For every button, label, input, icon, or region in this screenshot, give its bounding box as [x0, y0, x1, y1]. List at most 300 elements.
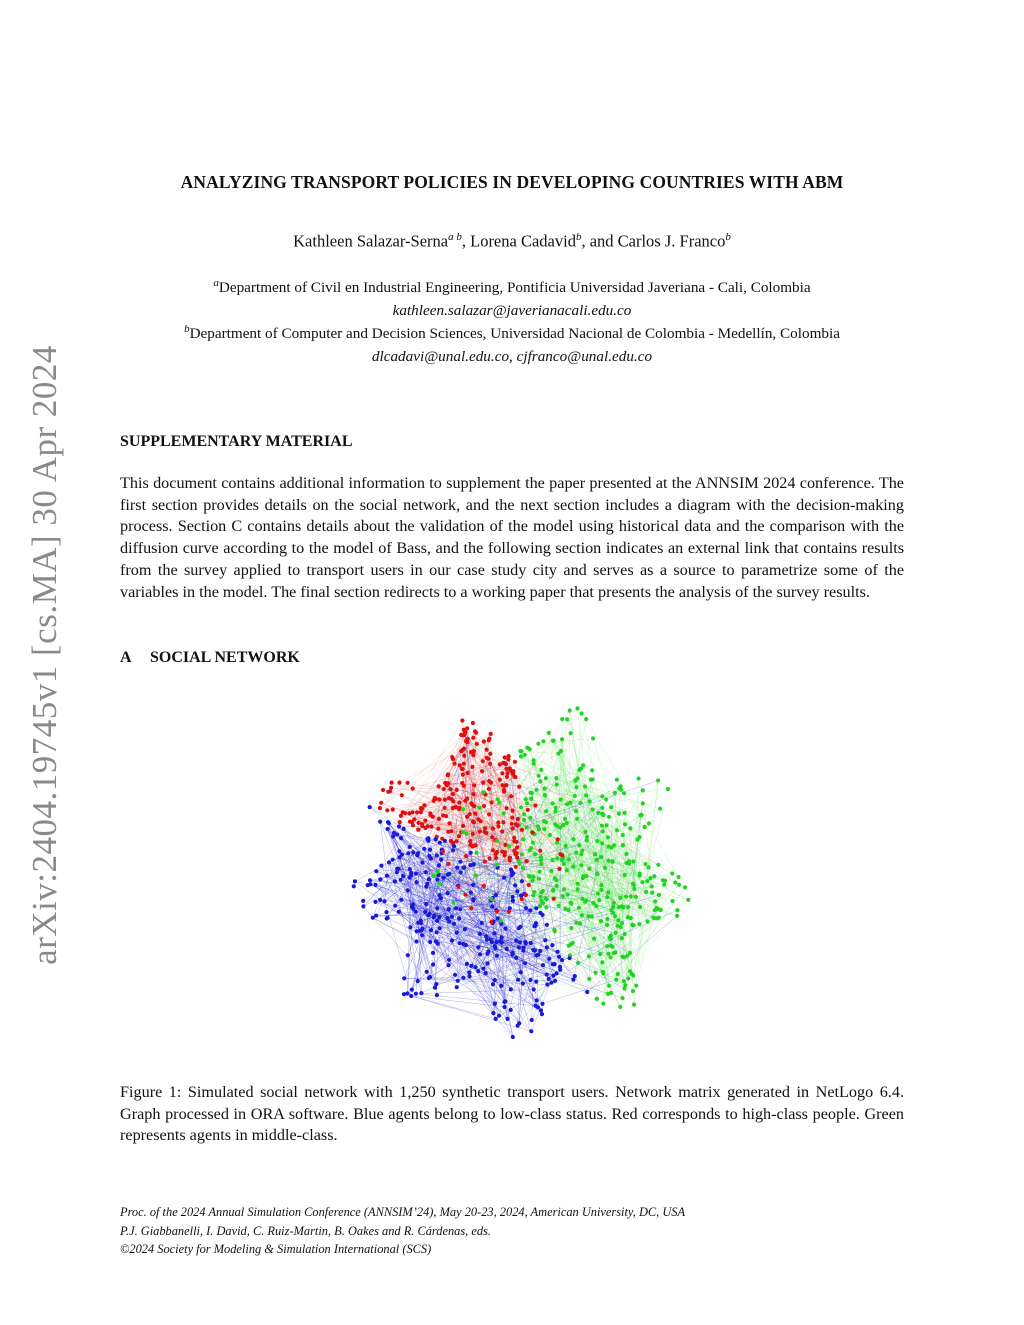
network-node	[373, 900, 377, 904]
network-node	[551, 739, 555, 743]
network-node	[534, 921, 538, 925]
network-node	[438, 841, 442, 845]
network-node	[488, 762, 492, 766]
network-node	[529, 797, 533, 801]
network-node	[461, 824, 465, 828]
network-node	[579, 852, 583, 856]
network-node	[474, 731, 478, 735]
network-node	[539, 1008, 543, 1012]
affiliation-email[interactable]: kathleen.salazar@javerianacali.edu.co	[392, 302, 632, 320]
network-node	[448, 787, 452, 791]
network-node	[637, 835, 641, 839]
network-node	[611, 860, 615, 864]
network-node	[616, 918, 620, 922]
network-node	[386, 827, 390, 831]
network-node	[580, 913, 584, 917]
network-node	[379, 801, 383, 805]
network-node	[506, 757, 510, 761]
network-node	[552, 928, 556, 932]
network-node	[378, 806, 382, 810]
network-node	[446, 891, 450, 895]
network-node	[461, 830, 465, 834]
network-node	[368, 805, 372, 809]
network-node	[537, 774, 541, 778]
network-node	[538, 949, 542, 953]
network-node	[458, 941, 462, 945]
network-node	[378, 877, 382, 881]
network-node	[489, 897, 493, 901]
network-node	[378, 898, 382, 902]
network-node	[497, 801, 501, 805]
network-node	[540, 899, 544, 903]
network-node	[536, 742, 540, 746]
network-node	[538, 895, 542, 899]
network-node	[528, 791, 532, 795]
network-node	[455, 931, 459, 935]
network-node	[645, 879, 649, 883]
network-node	[603, 866, 607, 870]
network-node	[425, 970, 429, 974]
network-node	[532, 762, 536, 766]
network-node	[402, 992, 406, 996]
network-node	[527, 874, 531, 878]
network-node	[556, 751, 560, 755]
network-node	[443, 798, 447, 802]
network-node	[558, 852, 562, 856]
network-node	[542, 827, 546, 831]
network-node	[487, 737, 491, 741]
network-node	[487, 787, 491, 791]
network-node	[494, 856, 498, 860]
network-node	[508, 856, 512, 860]
network-node	[415, 810, 419, 814]
network-node	[462, 784, 466, 788]
network-node	[426, 839, 430, 843]
network-node	[625, 861, 629, 865]
author-name: , and Carlos J. Franco	[581, 231, 726, 251]
network-node	[496, 820, 500, 824]
network-node	[464, 943, 468, 947]
network-node	[500, 829, 504, 833]
network-node	[395, 867, 399, 871]
network-node	[498, 778, 502, 782]
network-node	[459, 870, 463, 874]
network-node	[584, 898, 588, 902]
network-node	[408, 867, 412, 871]
network-node	[433, 986, 437, 990]
network-node	[622, 811, 626, 815]
network-node	[481, 781, 485, 785]
network-node	[464, 854, 468, 858]
network-node	[623, 932, 627, 936]
network-node	[504, 762, 508, 766]
network-node	[511, 899, 515, 903]
network-node	[666, 787, 670, 791]
network-node	[523, 753, 527, 757]
network-node	[489, 781, 493, 785]
network-node	[441, 849, 445, 853]
network-node	[437, 797, 441, 801]
network-node	[527, 883, 531, 887]
network-node	[561, 823, 565, 827]
network-node	[509, 987, 513, 991]
network-node	[541, 889, 545, 893]
network-node	[518, 925, 522, 929]
network-node	[410, 988, 414, 992]
network-node	[531, 831, 535, 835]
network-node	[491, 982, 495, 986]
network-node	[556, 837, 560, 841]
network-node	[580, 848, 584, 852]
network-node	[393, 879, 397, 883]
affiliation-name: Department of Civil en Industrial Engineering, Pontificia Universidad Javeriana - Cali, Colombia	[218, 279, 811, 297]
network-node	[548, 833, 552, 837]
network-node	[385, 874, 389, 878]
network-node	[424, 870, 428, 874]
network-node	[530, 1018, 534, 1022]
network-node	[543, 938, 547, 942]
network-node	[406, 888, 410, 892]
network-node	[508, 766, 512, 770]
network-node	[562, 887, 566, 891]
network-node	[411, 786, 415, 790]
network-node	[439, 858, 443, 862]
network-node	[541, 739, 545, 743]
network-node	[455, 866, 459, 870]
network-node	[418, 929, 422, 933]
network-node	[571, 864, 575, 868]
network-node	[405, 991, 409, 995]
network-node	[650, 891, 654, 895]
network-node	[384, 910, 388, 914]
network-node	[414, 939, 418, 943]
network-node	[516, 817, 520, 821]
network-node	[553, 876, 557, 880]
network-node	[466, 771, 470, 775]
network-node	[469, 750, 473, 754]
network-node	[491, 1011, 495, 1015]
network-node	[461, 772, 465, 776]
network-node	[615, 828, 619, 832]
network-node	[631, 989, 635, 993]
network-node	[397, 910, 401, 914]
network-node	[552, 897, 556, 901]
network-node	[480, 769, 484, 773]
author-name: Kathleen Salazar-Serna	[293, 231, 449, 251]
network-node	[547, 731, 551, 735]
network-node	[591, 777, 595, 781]
network-node	[600, 960, 604, 964]
network-node	[416, 828, 420, 832]
network-node	[454, 805, 458, 809]
network-node	[544, 905, 548, 909]
network-node	[482, 804, 486, 808]
network-node	[457, 916, 461, 920]
network-node	[573, 778, 577, 782]
network-node	[517, 1021, 521, 1025]
network-node	[494, 1017, 498, 1021]
network-node	[574, 851, 578, 855]
network-node	[465, 962, 469, 966]
network-node	[564, 844, 568, 848]
network-node	[401, 874, 405, 878]
network-node	[427, 877, 431, 881]
network-node	[449, 839, 453, 843]
network-node	[617, 812, 621, 816]
network-node	[625, 954, 629, 958]
network-node	[462, 762, 466, 766]
network-node	[624, 895, 628, 899]
network-node	[519, 805, 523, 809]
network-node	[537, 877, 541, 881]
network-node	[587, 867, 591, 871]
network-node	[538, 779, 542, 783]
network-edge	[522, 751, 559, 753]
network-node	[511, 895, 515, 899]
network-node	[538, 904, 542, 908]
network-node	[677, 875, 681, 879]
network-node	[482, 790, 486, 794]
network-node	[534, 906, 538, 910]
network-node	[622, 791, 626, 795]
network-node	[591, 736, 595, 740]
network-node	[460, 718, 464, 722]
network-node	[595, 872, 599, 876]
network-node	[568, 956, 572, 960]
network-node	[510, 816, 514, 820]
network-node	[422, 847, 426, 851]
network-node	[620, 921, 624, 925]
network-node	[488, 856, 492, 860]
network-node	[521, 866, 525, 870]
network-node	[634, 895, 638, 899]
network-node	[406, 953, 410, 957]
network-node	[509, 794, 513, 798]
network-node	[435, 993, 439, 997]
network-node	[656, 863, 660, 867]
network-node	[503, 850, 507, 854]
footer-line: Proc. of the 2024 Annual Simulation Conference (ANNSIM’24), May 20-23, 2024, American University, DC, USA	[120, 1205, 686, 1219]
network-node	[571, 837, 575, 841]
network-node	[361, 904, 365, 908]
network-node	[543, 786, 547, 790]
network-node	[490, 904, 494, 908]
network-node	[500, 783, 504, 787]
network-node	[620, 936, 624, 940]
network-node	[521, 948, 525, 952]
network-node	[600, 794, 604, 798]
network-node	[389, 786, 393, 790]
network-node	[566, 893, 570, 897]
network-node	[515, 889, 519, 893]
network-node	[463, 927, 467, 931]
network-node	[613, 791, 617, 795]
network-node	[677, 883, 681, 887]
network-node	[437, 817, 441, 821]
network-node	[461, 976, 465, 980]
network-node	[470, 765, 474, 769]
network-node	[515, 851, 519, 855]
network-node	[643, 825, 647, 829]
network-node	[567, 857, 571, 861]
network-node	[621, 843, 625, 847]
network-node	[426, 913, 430, 917]
network-node	[549, 981, 553, 985]
network-node	[578, 921, 582, 925]
network-node	[577, 906, 581, 910]
network-node	[382, 899, 386, 903]
network-node	[539, 862, 543, 866]
network-node	[482, 739, 486, 743]
network-node	[631, 882, 635, 886]
network-node	[462, 754, 466, 758]
network-node	[520, 852, 524, 856]
network-node	[400, 793, 404, 797]
network-node	[511, 826, 515, 830]
network-node	[626, 976, 630, 980]
network-node	[467, 974, 471, 978]
network-node	[502, 788, 506, 792]
network-node	[547, 957, 551, 961]
network-node	[409, 994, 413, 998]
network-node	[435, 930, 439, 934]
network-node	[429, 825, 433, 829]
network-node	[474, 873, 478, 877]
network-node	[580, 711, 584, 715]
network-node	[416, 979, 420, 983]
network-node	[574, 809, 578, 813]
network-node	[368, 878, 372, 882]
network-node	[454, 839, 458, 843]
network-node	[534, 788, 538, 792]
network-node	[597, 898, 601, 902]
network-node	[623, 822, 627, 826]
network-node	[426, 824, 430, 828]
network-node	[569, 926, 573, 930]
network-node	[612, 901, 616, 905]
network-node	[495, 850, 499, 854]
network-node	[437, 863, 441, 867]
network-node	[611, 911, 615, 915]
network-node	[385, 808, 389, 812]
network-node	[524, 825, 528, 829]
network-node	[606, 952, 610, 956]
network-node	[451, 757, 455, 761]
network-node	[594, 904, 598, 908]
network-node	[683, 885, 687, 889]
network-node	[577, 768, 581, 772]
network-node	[434, 837, 438, 841]
network-node	[584, 793, 588, 797]
arxiv-identifier	[23, 345, 67, 965]
network-node	[670, 871, 674, 875]
network-node	[510, 822, 514, 826]
network-node	[352, 884, 356, 888]
network-node	[427, 976, 431, 980]
affiliation-email[interactable]: dlcadavi@unal.edu.co, cjfranco@unal.edu.co	[371, 348, 653, 366]
network-node	[553, 822, 557, 826]
network-node	[461, 807, 465, 811]
network-node	[393, 904, 397, 908]
network-node	[609, 937, 613, 941]
network-node	[452, 844, 456, 848]
network-node	[646, 865, 650, 869]
network-node	[511, 771, 515, 775]
network-node	[638, 872, 642, 876]
network-node	[647, 821, 651, 825]
network-node	[616, 924, 620, 928]
network-node	[605, 923, 609, 927]
network-node	[499, 984, 503, 988]
network-node	[478, 806, 482, 810]
network-node	[520, 828, 524, 832]
network-node	[450, 915, 454, 919]
network-node	[468, 863, 472, 867]
affiliation-a	[80, 272, 944, 322]
network-node	[593, 852, 597, 856]
supplementary-heading: SUPPLEMENTARY MATERIAL	[120, 433, 353, 450]
network-node	[555, 782, 559, 786]
network-node	[408, 820, 412, 824]
network-node	[623, 983, 627, 987]
network-node	[471, 736, 475, 740]
network-node	[520, 897, 524, 901]
network-node	[611, 905, 615, 909]
network-node	[644, 890, 648, 894]
network-node	[574, 785, 578, 789]
network-node	[560, 737, 564, 741]
network-node	[478, 829, 482, 833]
network-node	[607, 984, 611, 988]
network-node	[509, 1008, 513, 1012]
network-node	[550, 858, 554, 862]
network-node	[402, 827, 406, 831]
network-node	[541, 963, 545, 967]
network-node	[513, 883, 517, 887]
network-node	[444, 814, 448, 818]
network-node	[397, 849, 401, 853]
network-node	[561, 894, 565, 898]
network-node	[632, 887, 636, 891]
network-node	[608, 955, 612, 959]
network-node	[629, 894, 633, 898]
network-node	[493, 978, 497, 982]
network-node	[466, 737, 470, 741]
network-node	[545, 973, 549, 977]
network-node	[563, 907, 567, 911]
network-node	[476, 969, 480, 973]
affiliation-mark: b	[184, 323, 190, 335]
network-node	[596, 891, 600, 895]
network-node	[480, 921, 484, 925]
network-node	[471, 883, 475, 887]
network-node	[500, 771, 504, 775]
network-node	[471, 721, 475, 725]
author-affil-mark: b	[725, 231, 731, 243]
network-node	[424, 902, 428, 906]
network-node	[609, 933, 613, 937]
network-node	[499, 919, 503, 923]
network-node	[391, 858, 395, 862]
network-node	[605, 917, 609, 921]
network-node	[505, 775, 509, 779]
network-node	[524, 941, 528, 945]
network-node	[637, 776, 641, 780]
network-node	[576, 887, 580, 891]
network-node	[419, 991, 423, 995]
network-node	[494, 940, 498, 944]
network-node	[411, 850, 415, 854]
